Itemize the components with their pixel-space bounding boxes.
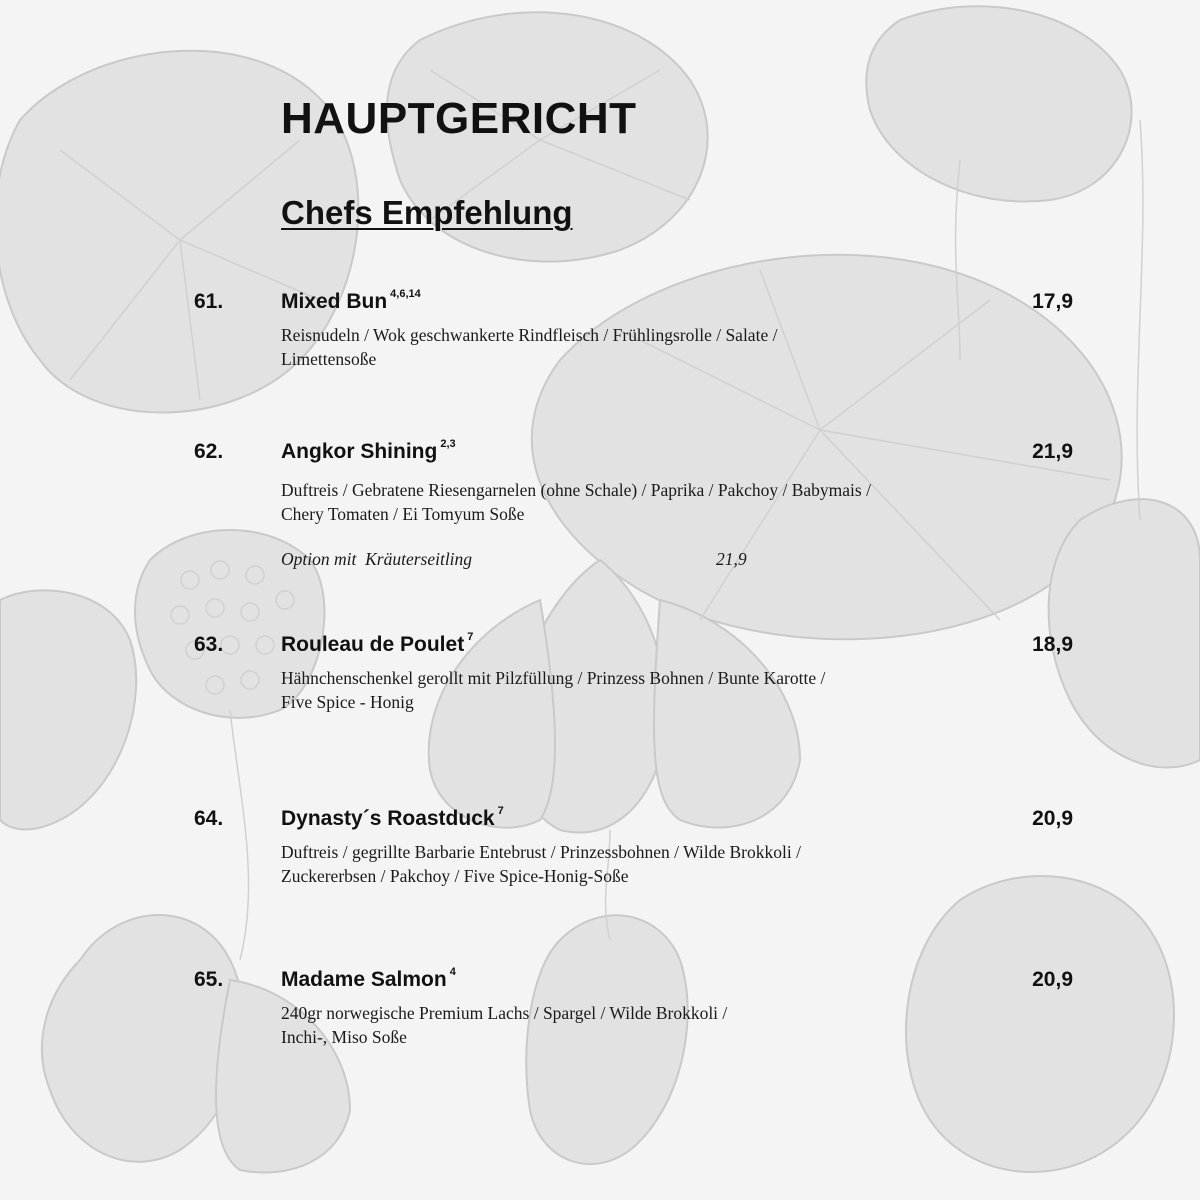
item-description-line: 240gr norwegische Premium Lachs / Spargel / Wilde Brokkoli / [281,1003,728,1023]
item-description-line: Hähnchenschenkel gerollt mit Pilzfüllung / Prinzess Bohnen / Bunte Karotte / [281,668,826,688]
item-name-text: Dynasty´s Roastduck [281,807,495,830]
item-name [281,290,421,314]
item-description-line: Chery Tomaten / Ei Tomyum Soße [281,504,525,524]
item-allergens: 4,6,14 [390,288,421,300]
item-description-line: Reisnudeln / Wok geschwankerte Rindfleisch / Frühlingsrolle / Salate / [281,325,778,345]
item-name [281,440,456,464]
item-allergens: 7 [467,631,474,643]
item-description [281,323,981,371]
item-price: 20,9 [1032,968,1073,991]
item-description [281,1001,981,1049]
item-description-line: Inchi-, Miso Soße [281,1027,407,1047]
item-number: 65. [194,968,224,991]
item-name [281,968,456,992]
item-price: 18,9 [1032,633,1073,656]
item-name [281,807,504,831]
item-name-text: Madame Salmon [281,968,447,991]
item-allergens: 2,3 [440,438,456,450]
item-option-price: 21,9 [716,549,747,569]
item-description-line: Limettensoße [281,349,377,369]
item-option-label: Option mit Kräuterseitling [281,549,473,569]
item-description-line: Duftreis / gegrillte Barbarie Entebrust / Prinzessbohnen / Wilde Brokkoli / [281,842,801,862]
item-number: 62. [194,440,224,463]
item-name-text: Mixed Bun [281,290,388,313]
item-price: 21,9 [1032,440,1073,463]
item-description-line: Five Spice - Honig [281,692,414,712]
item-name [281,633,473,657]
item-name-text: Angkor Shining [281,440,438,463]
item-description-line: Duftreis / Gebratene Riesengarnelen (ohne Schale) / Paprika / Pakchoy / Babymais / [281,480,871,500]
item-number: 63. [194,633,224,656]
item-number: 64. [194,807,224,830]
item-description [281,666,981,714]
item-name-text: Rouleau de Poulet [281,633,465,656]
item-allergens: 7 [497,805,504,817]
item-price: 17,9 [1032,290,1073,313]
section-title: Chefs Empfehlung [281,194,573,231]
item-price: 20,9 [1032,807,1073,830]
item-description [281,840,981,888]
item-allergens: 4 [449,966,456,978]
item-description-line: Zuckererbsen / Pakchoy / Five Spice-Honig-Soße [281,866,629,886]
item-number: 61. [194,290,224,313]
page-title: HAUPTGERICHT [281,94,637,143]
item-description [281,478,981,526]
